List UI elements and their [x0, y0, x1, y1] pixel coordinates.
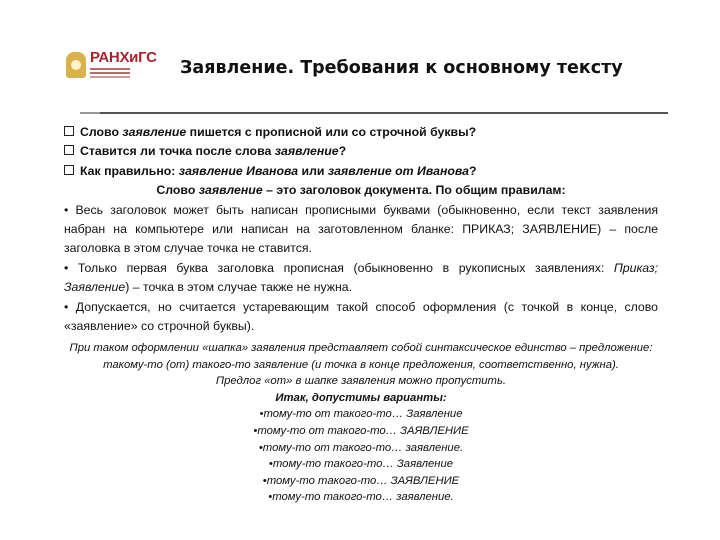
text-segment: Приказ; Заявление — [64, 260, 658, 295]
text-segment: – это заголовок документа. По общим правилам: — [262, 183, 566, 198]
footnote-block — [64, 340, 658, 506]
text-segment: заявление от Иванова — [327, 163, 470, 178]
text-segment: или — [298, 163, 328, 178]
text-segment: заявление — [122, 125, 187, 139]
logo-text: РАНХиГС — [90, 49, 157, 66]
text-segment: • Весь заголовок может быть написан прописными буквами (обыкновенно, если текст заявления набран на компьютере или написан на заготовленном бланке: ПРИКАЗ; ЗАЯВЛЕНИЕ) – после заголовка в этом случае точка не ставится. — [64, 202, 658, 256]
logo-subtitle-lines — [90, 68, 130, 70]
footnote-text-2: Предлог «от» в шапке заявления можно пропустить. — [215, 375, 507, 388]
variant-item: •тому-то такого-то… Заявление — [268, 458, 454, 471]
variant-item: •тому-то такого-то… заявление. — [268, 491, 454, 504]
text-segment: пишется с прописной или со строчной буквы? — [186, 125, 477, 139]
variant-item: •тому-то от такого-то… Заявление — [259, 408, 463, 421]
checkbox-bullet-icon — [64, 145, 74, 155]
ranepa-logo — [66, 49, 157, 82]
checkbox-bullet-icon — [64, 126, 74, 136]
question-item — [64, 123, 658, 142]
text-segment: ) – точка в этом случае также не нужна. — [125, 280, 353, 295]
text-segment: заявление — [274, 144, 339, 159]
rules-heading — [64, 181, 658, 200]
variants-heading: Итак, допустимы варианты: — [275, 391, 447, 404]
text-segment: Слово — [156, 183, 199, 198]
emblem-icon — [66, 52, 86, 78]
rule-paragraph — [64, 259, 658, 298]
slide-body — [64, 123, 658, 336]
text-segment: заявление — [198, 183, 263, 198]
footnote-text-1: При таком оформлении «шапка» заявления представляет собой синтаксическое единство – предложение: такому-то (от) такого-то заявление (и точка в конце предложения, соответственно, нужна). — [69, 342, 653, 371]
rule-paragraph — [64, 201, 658, 259]
text-segment: Ставится ли точка после слова — [80, 144, 275, 159]
text-segment: Слово — [80, 125, 123, 139]
variant-item: •тому-то такого-то… ЗАЯВЛЕНИЕ — [262, 474, 460, 487]
variant-item: •тому-то от такого-то… ЗАЯВЛЕНИЕ — [253, 424, 469, 437]
text-segment: Как правильно: — [80, 163, 179, 178]
question-list — [64, 123, 658, 181]
rules-list — [64, 201, 658, 337]
question-item — [64, 142, 658, 161]
text-segment: ? — [338, 144, 347, 159]
variants-list — [64, 406, 658, 506]
title-divider — [100, 112, 668, 114]
variant-item: •тому-то от такого-то… заявление. — [258, 441, 464, 454]
divider-accent — [80, 112, 100, 114]
text-segment: • Только первая буква заголовка прописная (обыкновенно в рукописных заявлениях: — [64, 260, 614, 275]
question-item — [64, 162, 658, 181]
checkbox-bullet-icon — [64, 165, 74, 175]
text-segment: ? — [469, 163, 477, 178]
text-segment: • Допускается, но считается устаревающим такой способ оформления (с точкой в конце, слово «заявление» со строчной буквы). — [64, 299, 658, 334]
rule-paragraph — [64, 298, 658, 337]
text-segment: заявление Иванова — [178, 163, 299, 178]
slide-title: Заявление. Требования к основному тексту — [180, 58, 623, 78]
